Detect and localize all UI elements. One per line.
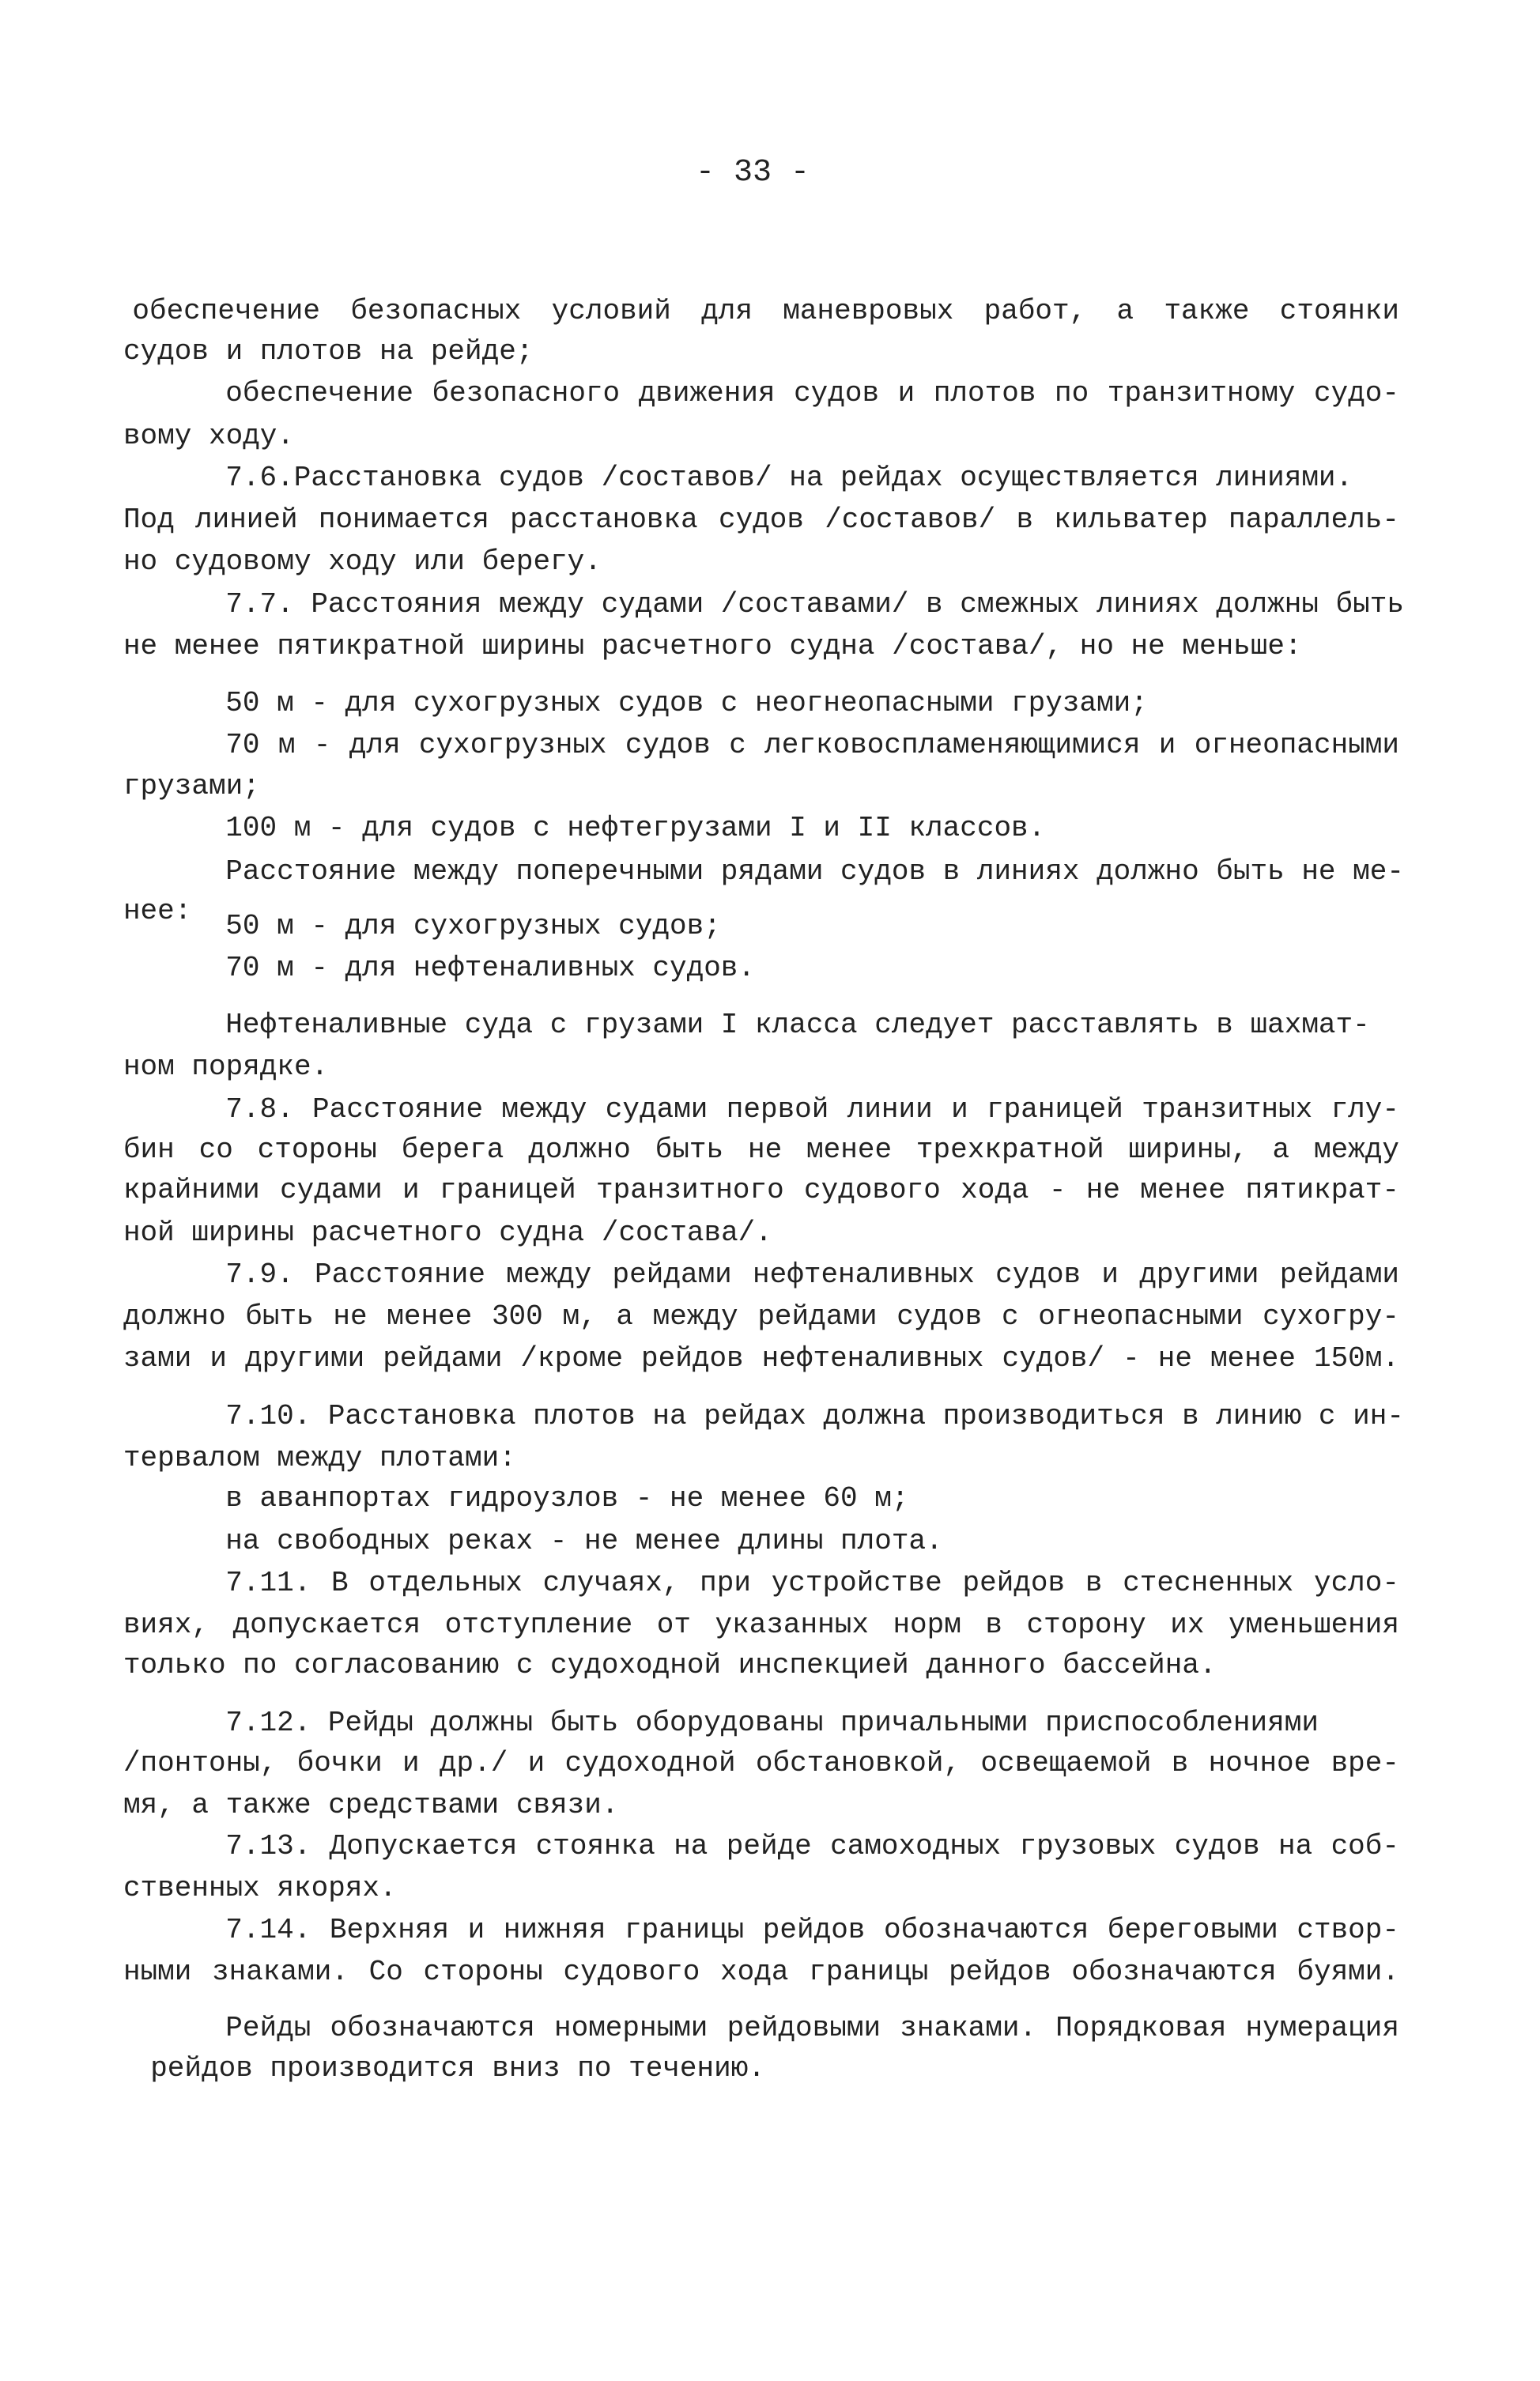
text-line: Нефтеналивные суда с грузами I класса следует расставлять в шахмат- bbox=[225, 1009, 1370, 1042]
text-line: 7.11. В отдельных случаях, при устройстве рейдов в стесненных усло- bbox=[225, 1566, 1399, 1599]
text-line: 50 м - для сухогрузных судов с неогнеопасными грузами; bbox=[225, 687, 1148, 720]
text-line: но судовому ходу или берегу. bbox=[123, 545, 602, 579]
text-line: в аванпортах гидроузлов - не менее 60 м; bbox=[225, 1482, 909, 1515]
text-line: на свободных реках - не менее длины плота. bbox=[225, 1524, 943, 1557]
text-line: только по согласованию с судоходной инспекцией данного бассейна. bbox=[123, 1649, 1217, 1682]
text-line: Расстояние между поперечными рядами судов в линиях должно быть не ме- bbox=[225, 855, 1404, 889]
text-line: обеспечение безопасных условий для маневровых работ, а также стоянки bbox=[132, 294, 1399, 327]
text-line: 7.9. Расстояние между рейдами нефтеналивных судов и другими рейдами bbox=[225, 1258, 1399, 1291]
text-line: мя, а также средствами связи. bbox=[123, 1789, 619, 1822]
text-line: крайними судами и границей транзитного судового хода - не менее пятикрат- bbox=[123, 1174, 1399, 1207]
text-line: 7.8. Расстояние между судами первой линии и границей транзитных глу- bbox=[225, 1092, 1399, 1126]
text-line: должно быть не менее 300 м, а между рейдами судов с огнеопасными сухогру- bbox=[123, 1300, 1399, 1334]
text-line: 7.13. Допускается стоянка на рейде самоходных грузовых судов на соб- bbox=[225, 1829, 1399, 1862]
text-line: виях, допускается отступление от указанных норм в сторону их уменьшения bbox=[123, 1609, 1399, 1642]
text-line: 7.6.Расстановка судов /составов/ на рейдах осуществляется линиями. bbox=[225, 461, 1353, 494]
text-line: 7.10. Расстановка плотов на рейдах должна производиться в линию с ин- bbox=[225, 1399, 1404, 1432]
text-line: 70 м - для нефтеналивных судов. bbox=[225, 951, 756, 984]
text-line: ном порядке. bbox=[123, 1051, 329, 1084]
text-line: Под линией понимается расстановка судов /составов/ в кильватер параллель- bbox=[123, 504, 1399, 537]
text-line: зами и другими рейдами /кроме рейдов нефтеналивных судов/ - не менее 150м. bbox=[123, 1342, 1399, 1375]
text-line: ными знаками. Со стороны судового хода границы рейдов обозначаются буями. bbox=[123, 1956, 1399, 1989]
text-line: рейдов производится вниз по течению. bbox=[150, 2052, 765, 2085]
text-line: 50 м - для сухогрузных судов; bbox=[225, 909, 721, 942]
text-line: ной ширины расчетного судна /состава/. bbox=[123, 1216, 772, 1249]
text-line: 7.14. Верхняя и нижняя границы рейдов обозначаются береговыми створ- bbox=[225, 1914, 1399, 1947]
page-number: - 33 - bbox=[696, 155, 810, 191]
text-line: тервалом между плотами: bbox=[123, 1441, 516, 1474]
text-line: Рейды обозначаются номерными рейдовыми знаками. Порядковая нумерация bbox=[225, 2011, 1399, 2044]
text-line: 7.7. Расстояния между судами /составами/ в смежных линиях должны быть bbox=[225, 587, 1404, 621]
text-line: ственных якорях. bbox=[123, 1871, 397, 1904]
text-line: 100 м - для судов с нефтегрузами I и II классов. bbox=[225, 812, 1046, 844]
text-line: грузами; bbox=[123, 769, 260, 802]
text-line: 7.12. Рейды должны быть оборудованы причальными приспособлениями bbox=[225, 1706, 1319, 1739]
text-line: нее: bbox=[123, 894, 192, 927]
text-line: судов и плотов на рейде; bbox=[123, 335, 534, 368]
text-line: 70 м - для сухогрузных судов с легковоспламеняющимися и огнеопасными bbox=[225, 729, 1399, 762]
text-line: /понтоны, бочки и др./ и судоходной обстановкой, освещаемой в ночное вре- bbox=[123, 1747, 1399, 1780]
text-line: вому ходу. bbox=[123, 419, 294, 452]
text-line: не менее пятикратной ширины расчетного судна /состава/, но не меньше: bbox=[123, 629, 1302, 662]
text-line: бин со стороны берега должно быть не менее трехкратной ширины, а между bbox=[123, 1134, 1399, 1167]
text-line: обеспечение безопасного движения судов и плотов по транзитному судо- bbox=[225, 377, 1399, 410]
